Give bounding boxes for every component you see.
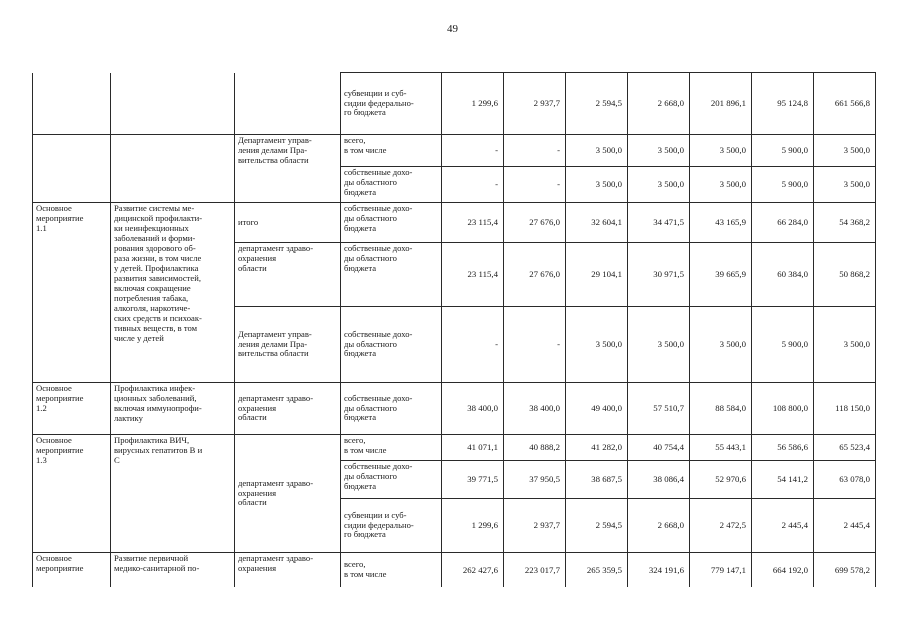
table-cell: 223 017,7 xyxy=(504,553,566,587)
table-cell: 54 141,2 xyxy=(752,461,814,499)
table-body xyxy=(33,73,876,587)
cell-text-line: мероприятие xyxy=(36,562,84,573)
table-cell: 63 078,0 xyxy=(814,461,876,499)
table-cell: 43 165,9 xyxy=(690,203,752,243)
table-cell: 49 400,0 xyxy=(566,383,628,435)
cell-text-line: сидии федерально- xyxy=(344,97,414,108)
table-cell xyxy=(341,73,442,135)
table-cell: 661 566,8 xyxy=(814,73,876,135)
table-cell: 108 800,0 xyxy=(752,383,814,435)
cell-text-line: Развитие первичной xyxy=(114,553,189,563)
cell-text-line: включая иммунопрофи- xyxy=(114,402,202,413)
cell-text-line: Департамент управ- xyxy=(238,135,312,145)
cell-text-line: охранения xyxy=(238,562,277,573)
table-cell: 39 771,5 xyxy=(442,461,504,499)
cell-text-line: области xyxy=(238,497,267,508)
cell-text-line: бюджета xyxy=(344,186,377,197)
table-cell xyxy=(341,383,442,435)
cell-text-line: департамент здраво- xyxy=(238,392,314,403)
cell-text-line: в том числе xyxy=(344,444,387,455)
cell-text-line: собственные дохо- xyxy=(344,203,413,213)
cell-text-line: 1.1 xyxy=(36,222,47,233)
cell-text-line: лактику xyxy=(114,412,143,423)
table-cell xyxy=(341,435,442,461)
table-cell xyxy=(33,435,111,553)
table-cell: 3 500,0 xyxy=(628,167,690,203)
cell-text-line: 1.3 xyxy=(36,454,47,465)
cell-text-line: раза жизни, в том числе xyxy=(114,252,202,263)
table-cell: 201 896,1 xyxy=(690,73,752,135)
page-number: 49 xyxy=(447,23,458,35)
table-cell: 2 937,7 xyxy=(504,499,566,553)
cell-text-line: сидии федерально- xyxy=(344,519,414,530)
cell-text-line: охранения xyxy=(238,402,277,413)
cell-text-line: Профилактика ВИЧ, xyxy=(114,435,190,445)
table-cell xyxy=(235,435,341,553)
cell-text-line: рования здорового об- xyxy=(114,242,196,253)
table-cell: 40 754,4 xyxy=(628,435,690,461)
table-cell: 118 150,0 xyxy=(814,383,876,435)
table-cell: 3 500,0 xyxy=(566,135,628,167)
cell-text-line: собственные дохо- xyxy=(344,392,413,403)
table-cell: 2 594,5 xyxy=(566,73,628,135)
table-cell: 34 471,5 xyxy=(628,203,690,243)
table-cell: - xyxy=(504,135,566,167)
cell-text-line: вительства области xyxy=(238,348,309,359)
table-row xyxy=(33,553,876,587)
table-cell: 95 124,8 xyxy=(752,73,814,135)
cell-text-line: Развитие системы ме- xyxy=(114,203,195,213)
table-cell: 27 676,0 xyxy=(504,243,566,307)
table-cell xyxy=(341,135,442,167)
cell-text-line: у детей. Профилактика xyxy=(114,262,199,273)
table-cell: 664 192,0 xyxy=(752,553,814,587)
cell-text-line: бюджета xyxy=(344,412,377,423)
table-cell: 23 115,4 xyxy=(442,203,504,243)
table-cell: 5 900,0 xyxy=(752,167,814,203)
table-cell: 23 115,4 xyxy=(442,243,504,307)
table-cell: 32 604,1 xyxy=(566,203,628,243)
cell-text-line: Основное xyxy=(36,435,72,445)
cell-text-line: Основное xyxy=(36,383,72,393)
table-cell xyxy=(235,307,341,383)
cell-text-line: в том числе xyxy=(344,568,387,579)
table-cell: 29 104,1 xyxy=(566,243,628,307)
table-cell: 40 888,2 xyxy=(504,435,566,461)
cell-text-line: ления делами Пра- xyxy=(238,338,308,349)
cell-text-line: всего, xyxy=(344,135,366,145)
cell-text-line: Основное xyxy=(36,553,72,563)
table-cell: 54 368,2 xyxy=(814,203,876,243)
cell-text-line: числе у детей xyxy=(114,332,164,343)
cell-text-line: департамент здраво- xyxy=(238,553,314,563)
cell-text-line: ды областного xyxy=(344,212,397,223)
cell-text-line: потребления табака, xyxy=(114,292,189,303)
cell-text-line: Департамент управ- xyxy=(238,328,312,339)
cell-text-line: собственные дохо- xyxy=(344,243,413,253)
table-cell: 262 427,6 xyxy=(442,553,504,587)
cell-text-line: охранения xyxy=(238,487,277,498)
table-cell: - xyxy=(504,167,566,203)
cell-text-line: охранения xyxy=(238,252,277,263)
cell-text-line: включая сокращение xyxy=(114,282,191,293)
cell-text-line: дицинской профилакти- xyxy=(114,212,203,223)
cell-text-line: развития зависимостей, xyxy=(114,272,201,283)
table-row xyxy=(33,435,876,461)
table-cell: 265 359,5 xyxy=(566,553,628,587)
table-cell: 3 500,0 xyxy=(566,167,628,203)
table-cell: 3 500,0 xyxy=(566,307,628,383)
table-cell: 56 586,6 xyxy=(752,435,814,461)
cell-text-line: вирусных гепатитов В и xyxy=(114,444,203,455)
table-cell: 60 384,0 xyxy=(752,243,814,307)
table-cell: 779 147,1 xyxy=(690,553,752,587)
table-cell: 3 500,0 xyxy=(814,167,876,203)
table-cell: 41 282,0 xyxy=(566,435,628,461)
table-cell: 66 284,0 xyxy=(752,203,814,243)
cell-text-line: бюджета xyxy=(344,480,377,491)
cell-text-line: бюджета xyxy=(344,348,377,359)
table-cell: 2 445,4 xyxy=(814,499,876,553)
table-cell: 50 868,2 xyxy=(814,243,876,307)
cell-text-line: ки неинфекционных xyxy=(114,222,189,233)
cell-text-line: в том числе xyxy=(344,144,387,155)
table-cell xyxy=(235,73,341,135)
table-cell xyxy=(33,73,111,135)
table-cell: 5 900,0 xyxy=(752,135,814,167)
cell-text-line: департамент здраво- xyxy=(238,477,314,488)
table-row xyxy=(33,203,876,243)
table-cell xyxy=(235,135,341,203)
table-cell xyxy=(341,499,442,553)
cell-text-line: го бюджета xyxy=(344,529,386,540)
cell-text-line: алкоголя, наркотиче- xyxy=(114,302,191,313)
table-cell: 2 668,0 xyxy=(628,499,690,553)
table-cell: 1 299,6 xyxy=(442,499,504,553)
cell-text-line: ды областного xyxy=(344,338,397,349)
cell-text-line: го бюджета xyxy=(344,107,386,118)
table-cell: 65 523,4 xyxy=(814,435,876,461)
cell-text-line: ды областного xyxy=(344,176,397,187)
table-cell: 2 594,5 xyxy=(566,499,628,553)
cell-text-line: бюджета xyxy=(344,262,377,273)
table-cell xyxy=(111,435,235,553)
table-cell: 324 191,6 xyxy=(628,553,690,587)
table-cell xyxy=(33,383,111,435)
table-cell: 2 472,5 xyxy=(690,499,752,553)
cell-text-line: Профилактика инфек- xyxy=(114,383,196,393)
table-cell xyxy=(341,243,442,307)
table-cell xyxy=(111,203,235,383)
cell-text-line: ских средств и психоак- xyxy=(114,312,202,323)
table-cell: 699 578,2 xyxy=(814,553,876,587)
cell-text-line: мероприятие xyxy=(36,212,84,223)
table-row xyxy=(33,383,876,435)
table-cell: 3 500,0 xyxy=(628,307,690,383)
cell-text-line: всего, xyxy=(344,558,366,569)
table-cell xyxy=(341,203,442,243)
table-cell xyxy=(235,553,341,587)
table-cell xyxy=(341,553,442,587)
table-cell xyxy=(111,135,235,203)
cell-text-line: ды областного xyxy=(344,252,397,263)
cell-text-line: собственные дохо- xyxy=(344,167,413,177)
table-cell xyxy=(341,167,442,203)
table-cell: 27 676,0 xyxy=(504,203,566,243)
table-cell: 3 500,0 xyxy=(814,135,876,167)
table-cell: 38 687,5 xyxy=(566,461,628,499)
table-cell: итого xyxy=(235,203,341,243)
table-cell xyxy=(33,135,111,203)
table-cell: 38 086,4 xyxy=(628,461,690,499)
table-cell xyxy=(33,203,111,383)
table-cell xyxy=(235,383,341,435)
table-cell: 3 500,0 xyxy=(814,307,876,383)
table-cell: 39 665,9 xyxy=(690,243,752,307)
cell-text-line: заболеваний и форми- xyxy=(114,232,196,243)
table-cell: 3 500,0 xyxy=(628,135,690,167)
cell-text-line: вительства области xyxy=(238,154,309,165)
cell-text-line: собственные дохо- xyxy=(344,328,413,339)
cell-text-line: субвенции и суб- xyxy=(344,87,407,98)
table-cell: 3 500,0 xyxy=(690,167,752,203)
table-row xyxy=(33,135,876,167)
cell-text-line: области xyxy=(238,262,267,273)
cell-text-line: мероприятие xyxy=(36,392,84,403)
table-cell: 38 400,0 xyxy=(504,383,566,435)
table-cell: 55 443,1 xyxy=(690,435,752,461)
table-cell xyxy=(111,553,235,587)
table-cell: 30 971,5 xyxy=(628,243,690,307)
cell-text-line: 1.2 xyxy=(36,402,47,413)
cell-text-line: субвенции и суб- xyxy=(344,509,407,520)
cell-text-line: области xyxy=(238,412,267,423)
table-cell: 52 970,6 xyxy=(690,461,752,499)
table-cell: - xyxy=(442,135,504,167)
table-cell xyxy=(33,553,111,587)
cell-text-line: медико-санитарной по- xyxy=(114,562,200,573)
table-cell xyxy=(111,383,235,435)
cell-text-line: Основное xyxy=(36,203,72,213)
table-cell: 2 937,7 xyxy=(504,73,566,135)
table-cell: - xyxy=(442,167,504,203)
table-cell xyxy=(235,243,341,307)
table-cell xyxy=(341,461,442,499)
table-cell: 2 445,4 xyxy=(752,499,814,553)
cell-text-line: собственные дохо- xyxy=(344,461,413,471)
table-cell: 37 950,5 xyxy=(504,461,566,499)
table-cell: 41 071,1 xyxy=(442,435,504,461)
table-cell xyxy=(111,73,235,135)
table-cell: - xyxy=(442,307,504,383)
table-cell: 88 584,0 xyxy=(690,383,752,435)
cell-text-line: ционных заболеваний, xyxy=(114,392,197,403)
table-cell: 38 400,0 xyxy=(442,383,504,435)
table-cell: 57 510,7 xyxy=(628,383,690,435)
cell-text-line: всего, xyxy=(344,435,366,445)
table-cell: 3 500,0 xyxy=(690,135,752,167)
cell-text-line: бюджета xyxy=(344,222,377,233)
table-cell xyxy=(341,307,442,383)
cell-text-line: департамент здраво- xyxy=(238,243,314,253)
table-cell: - xyxy=(504,307,566,383)
cell-text-line: С xyxy=(114,454,120,465)
table-cell: 5 900,0 xyxy=(752,307,814,383)
table-row xyxy=(33,73,876,135)
cell-text-line: тивных веществ, в том xyxy=(114,322,198,333)
table-cell: 3 500,0 xyxy=(690,307,752,383)
cell-text-line: мероприятие xyxy=(36,444,84,455)
cell-text-line: ды областного xyxy=(344,402,397,413)
cell-text-line: ления делами Пра- xyxy=(238,144,308,155)
table-cell: 2 668,0 xyxy=(628,73,690,135)
budget-table xyxy=(32,72,876,587)
table-cell: 1 299,6 xyxy=(442,73,504,135)
cell-text-line: ды областного xyxy=(344,470,397,481)
